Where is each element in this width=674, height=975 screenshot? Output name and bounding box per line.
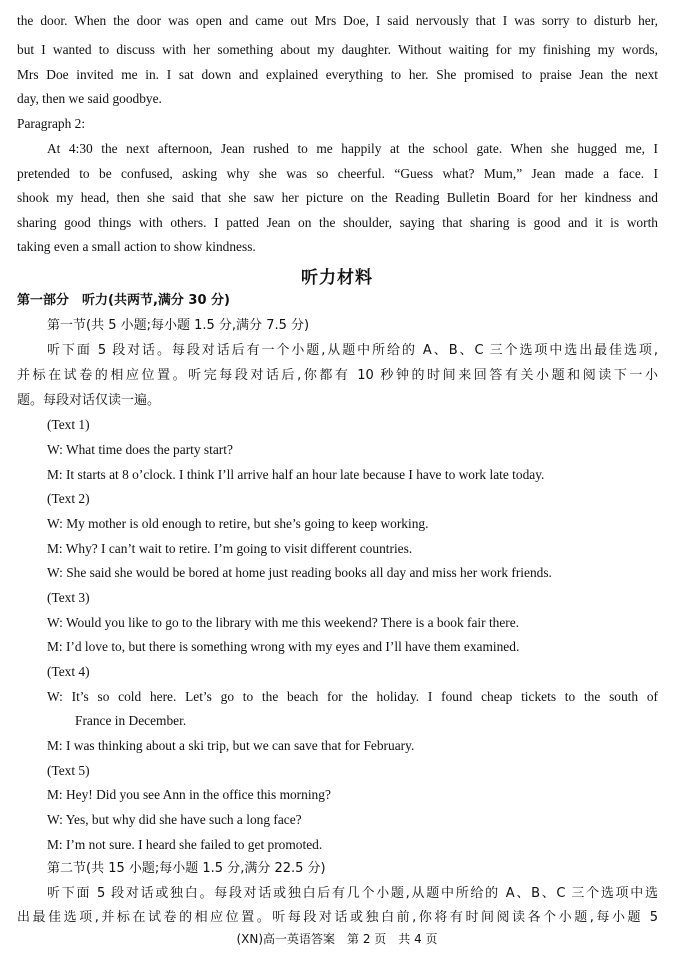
story-line: At 4:30 the next afternoon, Jean rushed to me happily at the school gate. When she hugged me, I (47, 141, 658, 156)
page-footer: (XN)高一英语答案 第 2 页 共 4 页 (236, 932, 438, 946)
text-label: (Text 4) (47, 664, 90, 679)
dialogue-line: W: It’s so cold here. Let’s go to the beach for the holiday. I found cheap tickets to the south of (47, 689, 658, 704)
section-heading: 第二节(共 15 小题;每小题 1.5 分,满分 22.5 分) (47, 861, 326, 876)
text-label: (Text 5) (47, 763, 90, 778)
dialogue-line: France in December. (75, 713, 187, 728)
dialogue-line: W: Yes, but why did she have such a long face? (47, 812, 302, 827)
dialogue-line: M: I’m not sure. I heard she failed to get promoted. (47, 837, 323, 852)
text-label: (Text 2) (47, 491, 90, 506)
dialogue-line: W: What time does the party start? (47, 442, 233, 457)
story-line: pretended to be confused, asking why she was so cheerful. “Guess what? Mum,” Jean made a face. I (17, 166, 658, 181)
dialogue-line: M: Hey! Did you see Ann in the office this morning? (47, 787, 331, 802)
dialogue-line: M: Why? I can’t wait to retire. I’m going to visit different countries. (47, 541, 413, 556)
dialogue-line: W: My mother is old enough to retire, but she’s going to keep working. (47, 516, 429, 531)
dialogue-line: W: She said she would be bored at home just reading books all day and miss her work friends. (47, 565, 552, 580)
story-line: taking even a small action to show kindness. (17, 239, 256, 254)
dialogue-line: W: Would you like to go to the library with me this weekend? There is a book fair there. (47, 615, 520, 630)
instruction-line: 听下面 5 段对话。每段对话后有一个小题,从题中所给的 A、B、C 三个选项中选出最佳选项, (47, 343, 658, 358)
story-line: day, then we said goodbye. (17, 91, 162, 106)
dialogue-line: M: I’d love to, but there is something wrong with my eyes and I’ll have them examined. (47, 639, 520, 654)
instruction-line: 出最佳选项,并标在试卷的相应位置。听每段对话或独白前,你将有时间阅读各个小题,每小题 5 (17, 910, 658, 925)
part-heading: 第一部分 听力(共两节,满分 30 分) (17, 293, 230, 308)
story-line: Mrs Doe invited me in. I sat down and explained everything to her. She promised to praise Jean the next (17, 67, 658, 82)
dialogue-line: M: It starts at 8 o’clock. I think I’ll arrive half an hour late because I have to work late today. (47, 467, 545, 482)
text-label: (Text 1) (47, 417, 90, 432)
story-line: but I wanted to discuss with her something about my daughter. Without waiting for my finishing my words, (17, 42, 658, 57)
paragraph-label: Paragraph 2: (17, 116, 86, 131)
page-title: 听力材料 (301, 268, 373, 288)
section-heading: 第一节(共 5 小题;每小题 1.5 分,满分 7.5 分) (47, 318, 310, 333)
text-label: (Text 3) (47, 590, 90, 605)
story-line: sharing good things with others. I patted Jean on the shoulder, saying that sharing is good and it is worth (17, 215, 658, 230)
instruction-line: 并标在试卷的相应位置。听完每段对话后,你都有 10 秒钟的时间来回答有关小题和阅读下一小 (17, 368, 658, 383)
dialogue-line: M: I was thinking about a ski trip, but we can save that for February. (47, 738, 415, 753)
instruction-line: 题。每段对话仅读一遍。 (17, 393, 161, 408)
story-line: the door. When the door was open and came out Mrs Doe, I said nervously that I was sorry to disturb her, (17, 13, 658, 28)
story-line: shook my head, then she said that she saw her picture on the Reading Bulletin Board for her kindness and (17, 190, 658, 205)
instruction-line: 听下面 5 段对话或独白。每段对话或独白后有几个小题,从题中所给的 A、B、C 三个选项中选 (47, 886, 658, 901)
